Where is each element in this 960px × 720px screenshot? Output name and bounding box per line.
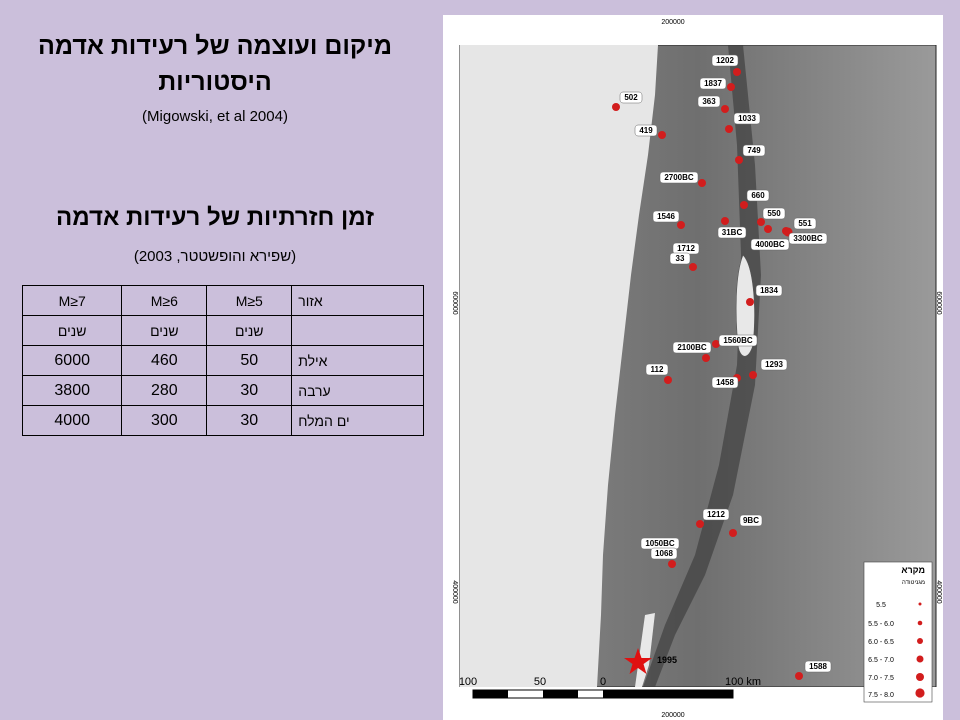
svg-text:5.5 - 6.0: 5.5 - 6.0 bbox=[868, 621, 894, 628]
col-region: אזור bbox=[292, 286, 424, 316]
table-row bbox=[23, 376, 424, 406]
m5-cell: 30 bbox=[207, 406, 292, 436]
quake-label: 1293 bbox=[765, 360, 783, 369]
legend-subtitle: מגניטודה bbox=[902, 580, 925, 586]
quake-label: 1033 bbox=[738, 114, 756, 123]
m7-cell: 4000 bbox=[23, 406, 122, 436]
svg-text:7.5 - 8.0: 7.5 - 8.0 bbox=[868, 692, 894, 699]
quake-label: 1560BC bbox=[723, 336, 753, 345]
grid-label-top: 200000 bbox=[661, 19, 685, 26]
quake-label: 31BC bbox=[721, 228, 743, 237]
quake-label: 112 bbox=[650, 365, 664, 374]
quake-label: 363 bbox=[702, 97, 716, 106]
quake-label: 1212 bbox=[707, 510, 725, 519]
col-m7: M≥7 bbox=[23, 286, 122, 316]
legend-title: מקרא bbox=[901, 565, 925, 575]
grid-label-left-lower: 400000 bbox=[451, 580, 458, 604]
svg-text:7.0 - 7.5: 7.0 - 7.5 bbox=[868, 675, 894, 682]
title-line-1: מיקום ועוצמה של רעידות אדמה bbox=[38, 32, 392, 60]
quake-label: 1712 bbox=[677, 244, 695, 253]
quake-label: 33 bbox=[675, 254, 685, 263]
units-region bbox=[292, 316, 424, 346]
quake-label: 1546 bbox=[657, 212, 675, 221]
quake-label: 550 bbox=[767, 209, 781, 218]
quake-label: 1458 bbox=[716, 378, 734, 387]
grid-label-left-upper: 600000 bbox=[451, 291, 458, 315]
quake-label: 1588 bbox=[809, 662, 827, 671]
quake-label: 419 bbox=[639, 126, 653, 135]
grid-label-right-lower: 400000 bbox=[935, 580, 942, 604]
quake-label: 2100BC bbox=[677, 343, 707, 352]
grid-label-right-upper: 600000 bbox=[935, 291, 942, 315]
quake-label: 660 bbox=[751, 191, 765, 200]
earthquake-map bbox=[443, 15, 943, 720]
table-units-row bbox=[23, 316, 424, 346]
svg-text:5.5: 5.5 bbox=[876, 602, 886, 609]
m7-cell: 6000 bbox=[23, 346, 122, 376]
col-m6: M≥6 bbox=[122, 286, 207, 316]
page-title bbox=[0, 28, 430, 100]
m5-cell: 50 bbox=[207, 346, 292, 376]
quake-label: 3300BC bbox=[793, 234, 823, 243]
svg-text:100 km: 100 km bbox=[724, 676, 762, 688]
quake-label: 551 bbox=[798, 219, 812, 228]
units-m7: שנים bbox=[23, 316, 122, 346]
m6-cell: 460 bbox=[122, 346, 207, 376]
quake-label: 1050BC bbox=[645, 539, 675, 548]
recurrence-table bbox=[22, 285, 424, 436]
units-m5: שנים bbox=[207, 316, 292, 346]
svg-text:6.5 - 7.0: 6.5 - 7.0 bbox=[868, 657, 894, 664]
svg-text:100: 100 bbox=[458, 676, 478, 688]
top-margin bbox=[443, 15, 943, 45]
recurrence-title: זמן חזרתיות של רעידות אדמה bbox=[56, 204, 374, 231]
svg-text:50: 50 bbox=[533, 676, 547, 688]
citation: (Migowski, et al 2004) bbox=[142, 108, 288, 125]
title-line-2: היסטוריות bbox=[158, 68, 272, 96]
table-row bbox=[23, 406, 424, 436]
grid-label-bottom: 200000 bbox=[661, 712, 685, 719]
m6-cell: 300 bbox=[122, 406, 207, 436]
quake-label: 2700BC bbox=[664, 173, 694, 182]
star-label: 1995 bbox=[657, 655, 678, 665]
svg-text:0: 0 bbox=[599, 676, 607, 688]
quake-label: 9BC bbox=[742, 516, 760, 525]
recurrence-citation: (שפירא והופשטטר, 2003) bbox=[133, 248, 297, 265]
map-legend bbox=[864, 562, 932, 702]
quake-label: 4000BC bbox=[755, 240, 785, 249]
m7-cell: 3800 bbox=[23, 376, 122, 406]
m5-cell: 30 bbox=[207, 376, 292, 406]
region-cell: אילת bbox=[292, 346, 424, 376]
m6-cell: 280 bbox=[122, 376, 207, 406]
map-svg bbox=[443, 15, 943, 720]
quake-label: 1068 bbox=[655, 549, 673, 558]
quake-label: 1837 bbox=[704, 79, 722, 88]
quake-label: 749 bbox=[747, 146, 761, 155]
quake-label: 1202 bbox=[716, 56, 734, 65]
quake-label: 1834 bbox=[760, 286, 778, 295]
svg-text:6.0 - 6.5: 6.0 - 6.5 bbox=[868, 639, 894, 646]
units-m6: שנים bbox=[122, 316, 207, 346]
table-row bbox=[23, 346, 424, 376]
col-m5: M≥5 bbox=[207, 286, 292, 316]
quake-label: 502 bbox=[624, 93, 638, 102]
table-header-row bbox=[23, 286, 424, 316]
region-cell: ים המלח bbox=[292, 406, 424, 436]
region-cell: ערבה bbox=[292, 376, 424, 406]
